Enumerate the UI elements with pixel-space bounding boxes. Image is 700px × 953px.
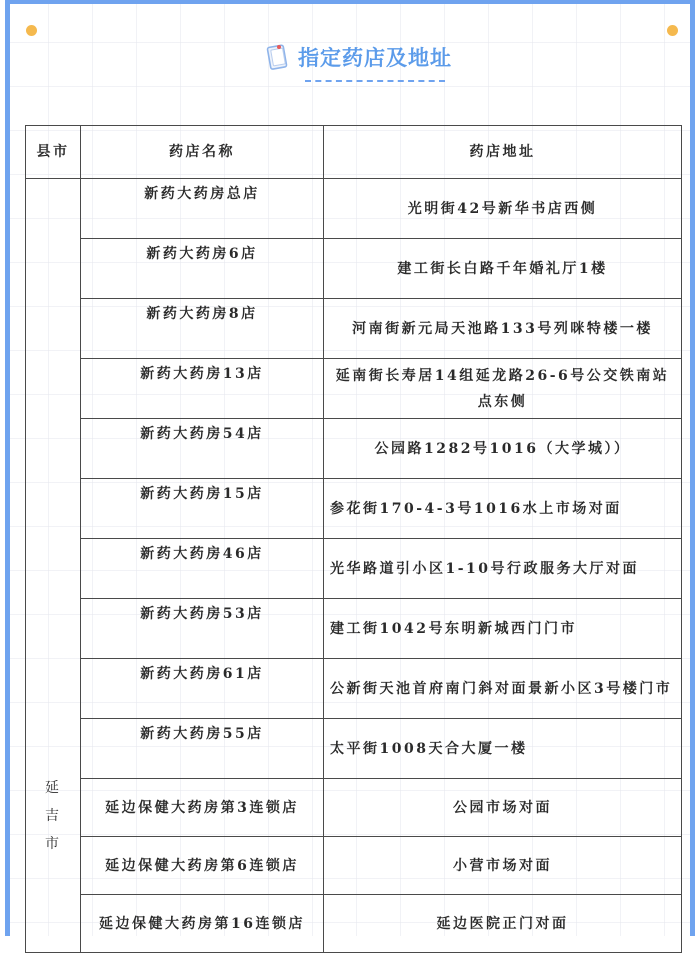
table-row [26, 779, 682, 837]
pharmacy-name: 新药大药房总店 [81, 179, 324, 239]
pharmacy-name: 延边保健大药房第16连锁店 [81, 895, 324, 953]
table-row [26, 719, 682, 779]
column-header-pharmacy-name: 药店名称 [81, 126, 324, 179]
pharmacy-name: 延边保健大药房第6连锁店 [81, 837, 324, 895]
pharmacy-name: 新药大药房55店 [81, 719, 324, 779]
pharmacy-name: 新药大药房13店 [81, 359, 324, 419]
pharmacy-address: 建工街长白路千年婚礼厅1楼 [324, 239, 682, 299]
pharmacy-address: 延南街长寿居14组延龙路26-6号公交铁南站点东侧 [324, 359, 682, 419]
table-row [26, 419, 682, 479]
pharmacy-address: 小营市场对面 [324, 837, 682, 895]
pharmacy-name: 新药大药房8店 [81, 299, 324, 359]
pharmacy-address: 参花街170-4-3号1016水上市场对面 [324, 479, 682, 539]
decorative-dot-right [667, 25, 678, 36]
table-row [26, 239, 682, 299]
pharmacy-table [25, 125, 682, 953]
pharmacy-name: 新药大药房54店 [81, 419, 324, 479]
pharmacy-name: 新药大药房53店 [81, 599, 324, 659]
table-row [26, 479, 682, 539]
title-underline [305, 80, 445, 82]
pharmacy-name: 新药大药房6店 [81, 239, 324, 299]
pharmacy-name: 新药大药房46店 [81, 539, 324, 599]
page-title: 指定药店及地址 [298, 46, 452, 70]
pharmacy-address: 延边医院正门对面 [324, 895, 682, 953]
pharmacy-address: 河南街新元局天池路133号列咪特楼一楼 [324, 299, 682, 359]
table-row [26, 837, 682, 895]
pharmacy-name: 新药大药房15店 [81, 479, 324, 539]
county-name: 延吉市 [45, 779, 62, 852]
pharmacy-address: 太平街1008天合大厦一楼 [324, 719, 682, 779]
table-row [26, 359, 682, 419]
pharmacy-address: 公园市场对面 [324, 779, 682, 837]
county-cell [26, 179, 81, 953]
table-row [26, 179, 682, 239]
table-row [26, 895, 682, 953]
pharmacy-address: 建工街1042号东明新城西门门市 [324, 599, 682, 659]
section-header [0, 42, 700, 72]
table-row [26, 659, 682, 719]
pharmacy-name: 新药大药房61店 [81, 659, 324, 719]
pharmacy-address: 公新街天池首府南门斜对面景新小区3号楼门市 [324, 659, 682, 719]
clipboard-icon [266, 42, 290, 72]
table-row [26, 539, 682, 599]
pharmacy-name: 延边保健大药房第3连锁店 [81, 779, 324, 837]
table-header-row [26, 126, 682, 179]
table-row [26, 599, 682, 659]
decorative-dot-left [26, 25, 37, 36]
column-header-county: 县市 [26, 126, 81, 179]
table-row [26, 299, 682, 359]
pharmacy-address: 光华路道引小区1-10号行政服务大厅对面 [324, 539, 682, 599]
pharmacy-address: 光明街42号新华书店西侧 [324, 179, 682, 239]
pharmacy-address: 公园路1282号1016（大学城）） [324, 419, 682, 479]
column-header-pharmacy-address: 药店地址 [324, 126, 682, 179]
